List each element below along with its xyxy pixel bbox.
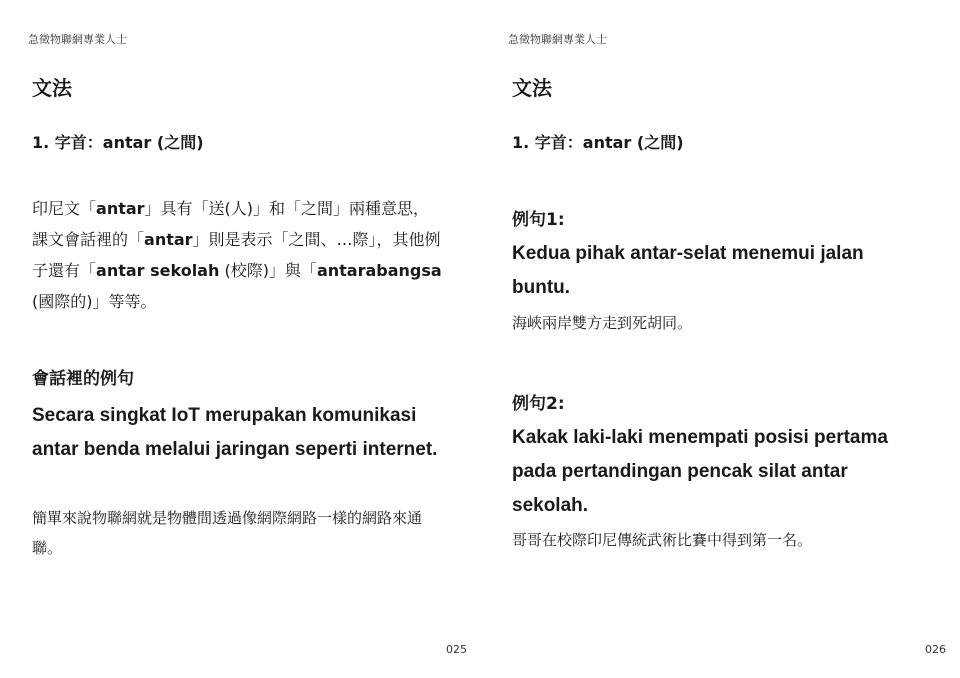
page-number: 025	[446, 643, 467, 656]
example1-translation: 海峽兩岸雙方走到死胡同。	[512, 314, 693, 332]
example1-label: 例句1:	[512, 210, 565, 230]
keyword-antar-sekolah: antar sekolah	[96, 261, 220, 280]
right-page	[480, 0, 960, 678]
section-title: 文法	[32, 76, 72, 100]
section-title: 文法	[512, 76, 552, 100]
running-header: 急徵物聯網專業人士	[28, 33, 127, 46]
example-heading: 會話裡的例句	[32, 369, 134, 389]
paragraph-text: (校際)」與「	[219, 261, 317, 280]
paragraph-text: 印尼文「	[32, 199, 97, 218]
example2-translation: 哥哥在校際印尼傳統武術比賽中得到第一名。	[512, 531, 813, 549]
keyword-antarabangsa: antarabangsa	[316, 261, 442, 280]
explanation-paragraph	[32, 193, 442, 317]
example-translation: 簡單來說物聯網就是物體間透過像網際網路一樣的網路來通聯。	[32, 509, 423, 557]
paragraph-text: 」則是表示「之間、…際」，其他例子還有「	[32, 230, 441, 280]
running-header: 急徵物聯網專業人士	[508, 33, 607, 46]
example1-sentence: Kedua pihak antar-selat menemui jalan buntu.	[512, 243, 864, 298]
example2-sentence: Kakak laki-laki menempati posisi pertama pada pertandingan pencak silat antar sekolah.	[512, 427, 888, 516]
keyword-antar: antar	[144, 230, 193, 249]
grammar-subtitle: 1. 字首：antar (之間)	[512, 133, 684, 152]
keyword-antar: antar	[96, 199, 145, 218]
page-number: 026	[925, 643, 946, 656]
example2-label: 例句2:	[512, 394, 565, 414]
example-sentence: Secara singkat IoT merupakan komunikasi antar benda melalui jaringan seperti internet.	[32, 405, 438, 460]
paragraph-text: (國際的)」等等。	[32, 292, 157, 311]
grammar-subtitle: 1. 字首：antar (之間)	[32, 133, 204, 152]
paragraph-text: 」具有「送(人)」和「之間」兩種意思，課文會話裡的「	[32, 199, 430, 249]
